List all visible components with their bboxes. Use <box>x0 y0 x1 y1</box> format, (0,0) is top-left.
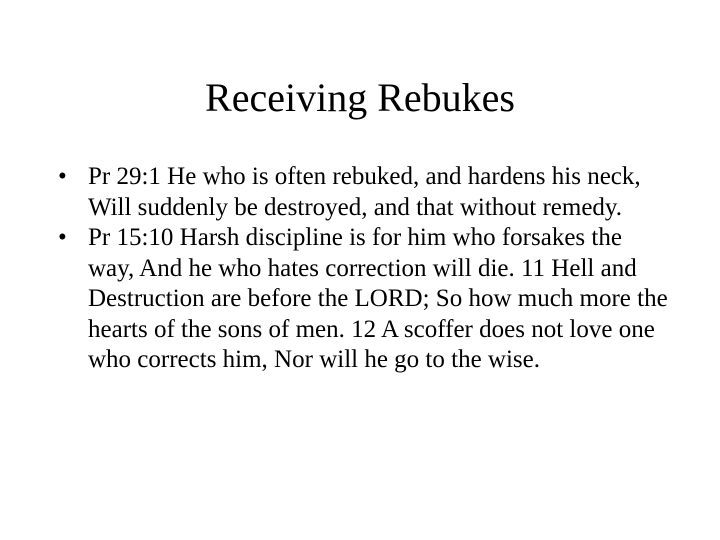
bullet-list <box>58 162 668 376</box>
bullet-icon: • <box>58 224 67 251</box>
bullet-item <box>58 223 668 376</box>
bullet-icon: • <box>58 163 67 190</box>
bullet-text: Pr 29:1 He who is often rebuked, and hardens his neck, Will suddenly be destroyed, and that without remedy. <box>88 163 641 221</box>
bullet-text: Pr 15:10 Harsh discipline is for him who forsakes the way, And he who hates correction will die. 11 Hell and Destruction are before the LORD; So how much more the hearts of the sons of men. 12 A scoffer does not love one who corrects him, Nor will he go to the wise. <box>88 224 668 373</box>
bullet-item <box>58 162 668 223</box>
slide-title: Receiving Rebukes <box>205 75 515 120</box>
